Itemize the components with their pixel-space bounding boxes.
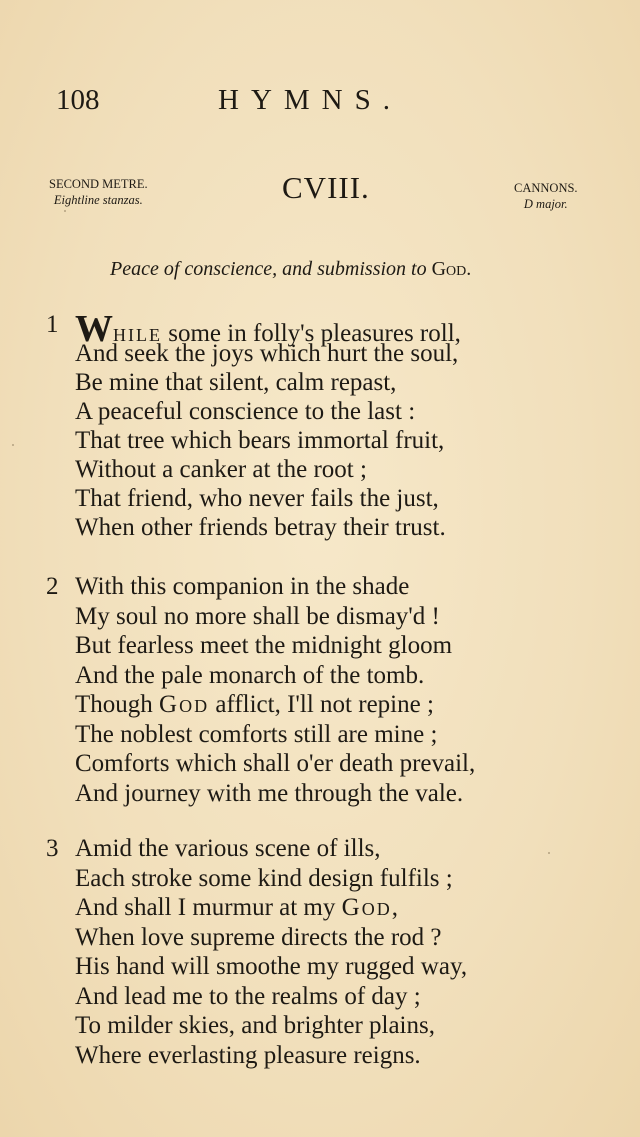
stanza-line: When love supreme directs the rod ?: [75, 923, 442, 951]
small-caps-word: God: [159, 691, 210, 718]
paper-speck: [64, 210, 66, 212]
hymn-subtitle: [110, 258, 471, 281]
page-number: 108: [56, 84, 100, 116]
stanza-number: 2: [46, 573, 59, 600]
stanza-line: And seek the joys which hurt the soul,: [75, 340, 459, 367]
stanza-line: The noblest comforts still are mine ;: [75, 720, 438, 748]
stanza-line: And lead me to the realms of day ;: [75, 982, 421, 1010]
stanza-line: Be mine that silent, calm repast,: [75, 369, 397, 396]
stanza-line: My soul no more shall be dismay'd !: [75, 602, 440, 630]
line-part: And shall I murmur at my: [75, 894, 342, 921]
tune-line-2: D major.: [523, 197, 568, 211]
metre-line-2: Eightline stanzas.: [53, 193, 143, 207]
stanza-line: A peaceful conscience to the last :: [75, 398, 416, 425]
hymn-number: CVIII.: [282, 170, 370, 205]
stanza-line: Amid the various scene of ills,: [75, 835, 381, 862]
stanza-line: [75, 893, 398, 922]
stanza-number: 3: [46, 835, 59, 862]
stanza-line: Each stroke some kind design fulfils ;: [75, 864, 453, 892]
stanza-line: With this companion in the shade: [75, 573, 410, 600]
drop-cap: W: [75, 308, 113, 350]
stanza-line: His hand will smoothe my rugged way,: [75, 953, 468, 980]
stanza-line: But fearless meet the midnight gloom: [75, 632, 453, 659]
subtitle-god: God.: [431, 258, 472, 280]
small-caps-word: God: [341, 894, 392, 921]
line-part: ,: [391, 894, 398, 921]
line-rest: some in folly's pleasures roll,: [161, 320, 461, 347]
tune-line-1: CANNONS.: [514, 181, 578, 195]
stanza-line: [75, 690, 434, 719]
stanza-line: And the pale monarch of the tomb.: [75, 661, 425, 689]
stanza-number: 1: [46, 311, 59, 338]
stanza-line: Without a canker at the root ;: [75, 456, 367, 483]
stanza-line: And journey with me through the vale.: [75, 779, 464, 807]
metre-line-1: SECOND METRE.: [49, 177, 148, 191]
metre-label: [49, 176, 148, 208]
running-title: HYMNS.: [218, 84, 402, 116]
stanza-line: To milder skies, and brighter plains,: [75, 1012, 435, 1039]
line-part: Though: [75, 691, 160, 718]
paper-speck: [548, 852, 550, 854]
stanza-line: Comforts which shall o'er death prevail,: [75, 750, 476, 777]
stanza-line: When other friends betray their trust.: [75, 514, 446, 541]
stanza-line: That friend, who never fails the just,: [75, 485, 439, 512]
line-part: afflict, I'll not repine ;: [209, 691, 434, 718]
subtitle-text: Peace of conscience, and submission to: [110, 258, 427, 280]
paper-speck: [12, 444, 14, 446]
stanza-line: Where everlasting pleasure reigns.: [75, 1041, 421, 1069]
tune-label: [514, 180, 578, 212]
small-caps-word: hile: [113, 320, 162, 347]
stanza-line: That tree which bears immortal fruit,: [75, 427, 445, 454]
